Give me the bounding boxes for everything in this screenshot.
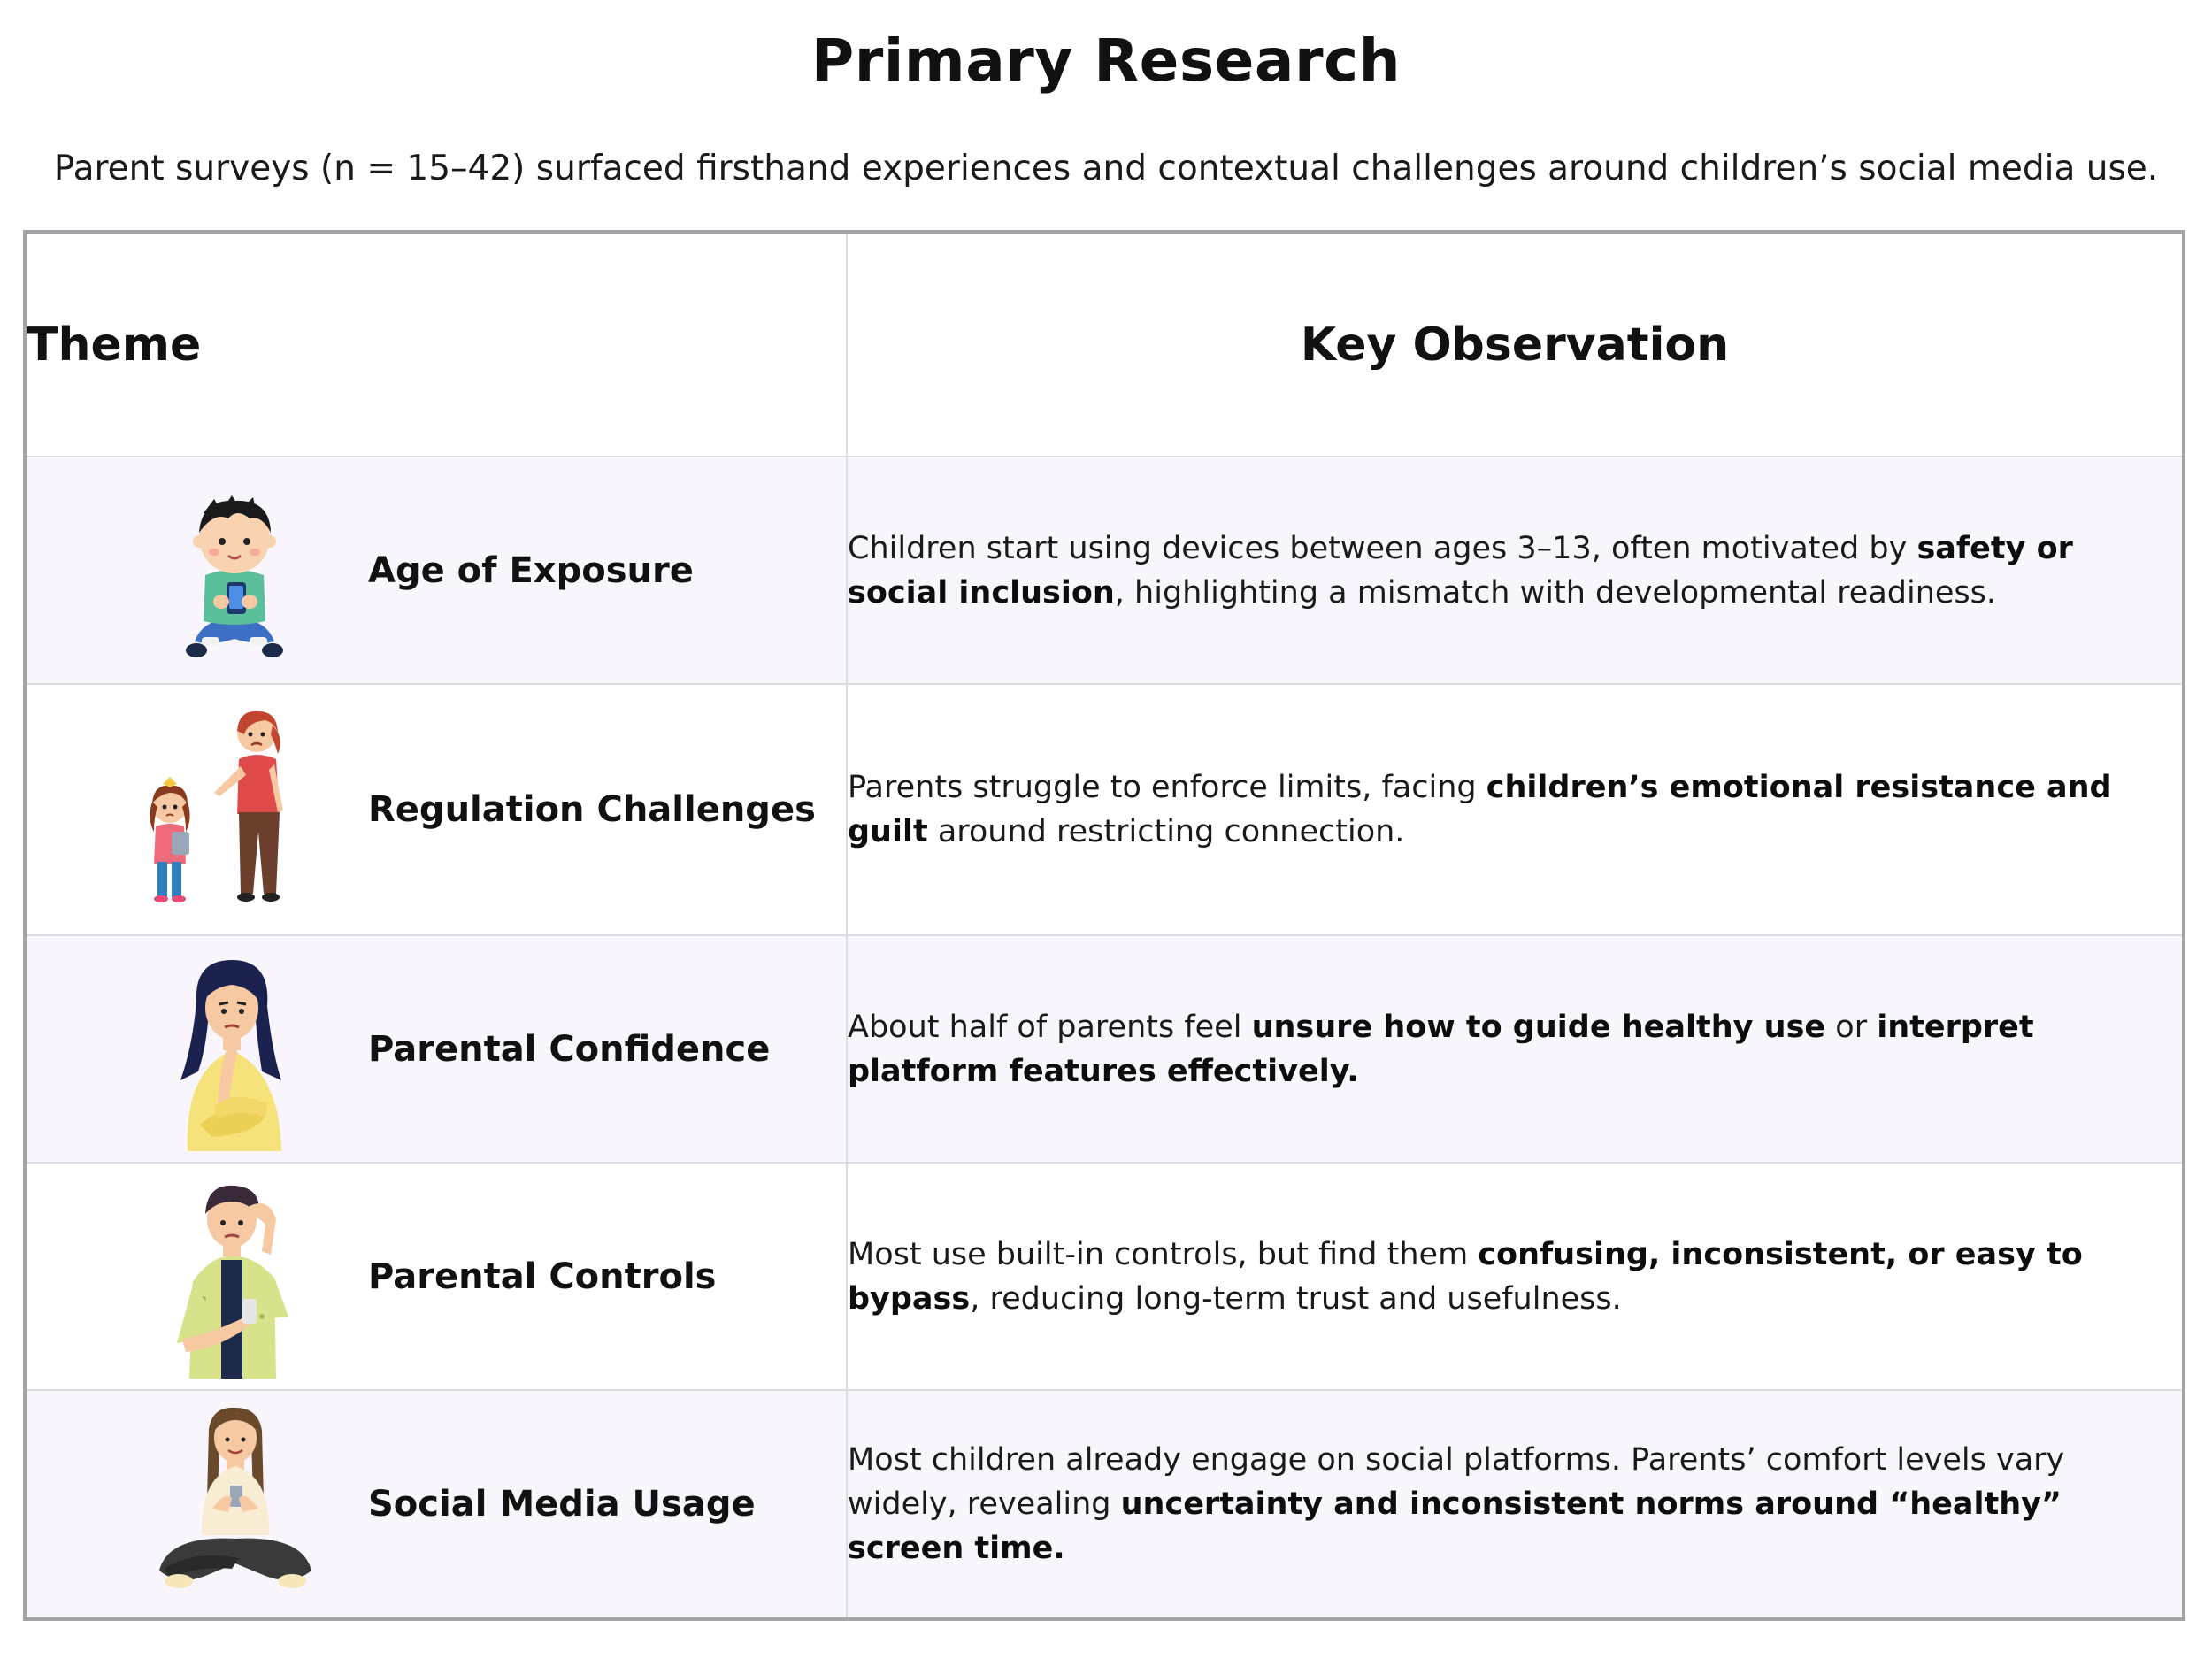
theme-label: Parental Controls [368,1256,717,1297]
theme-cell [25,457,847,684]
table-row [25,457,2184,684]
page-subtitle: Parent surveys (n = 15–42) surfaced firsthand experiences and contextual challenges around children’s social media use. [53,149,2159,188]
observation-text: Children start using devices between ages 3–13, often motivated by safety or social inclusion, highlighting a mismatch with developmental readiness. [848,530,2073,611]
research-table [23,230,2185,1621]
theme-cell [25,1390,847,1619]
girl-sitting-with-phone-illustration [133,1402,336,1606]
observation-text: Most children already engage on social platforms. Parents’ comfort levels vary widely, revealing uncertainty and inconsistent norms around “healthy” screen time. [848,1442,2065,1566]
theme-cell [25,1163,847,1390]
table-row [25,684,2184,935]
theme-label: Age of Exposure [368,549,694,591]
table-row [25,935,2184,1163]
observation-cell [847,935,2184,1163]
theme-label: Parental Confidence [368,1028,771,1070]
theme-cell [25,935,847,1163]
observation-text: About half of parents feel unsure how to guide healthy use or interpret platform features effectively. [848,1009,2034,1089]
theme-column-header: Theme [25,232,847,457]
observation-text: Parents struggle to enforce limits, facing children’s emotional resistance and guilt around restricting connection. [848,770,2112,849]
stressed-man-with-phone-illustration [133,1175,336,1379]
observation-cell [847,1163,2184,1390]
theme-label: Regulation Challenges [368,789,816,830]
table-header-row [25,232,2184,457]
observation-cell [847,684,2184,935]
observation-cell [847,457,2184,684]
page-title: Primary Research [810,27,1402,95]
child-with-tablet-illustration [133,469,336,672]
theme-cell [25,684,847,935]
table-row [25,1390,2184,1619]
table-row [25,1163,2184,1390]
thinking-woman-illustration [133,948,336,1151]
observation-cell [847,1390,2184,1619]
parent-scolding-child-illustration [115,708,319,911]
observation-column-header: Key Observation [847,232,2184,457]
observation-text: Most use built-in controls, but find them confusing, inconsistent, or easy to bypass, reducing long-term trust and usefulness. [848,1236,2083,1317]
theme-label: Social Media Usage [368,1484,756,1525]
